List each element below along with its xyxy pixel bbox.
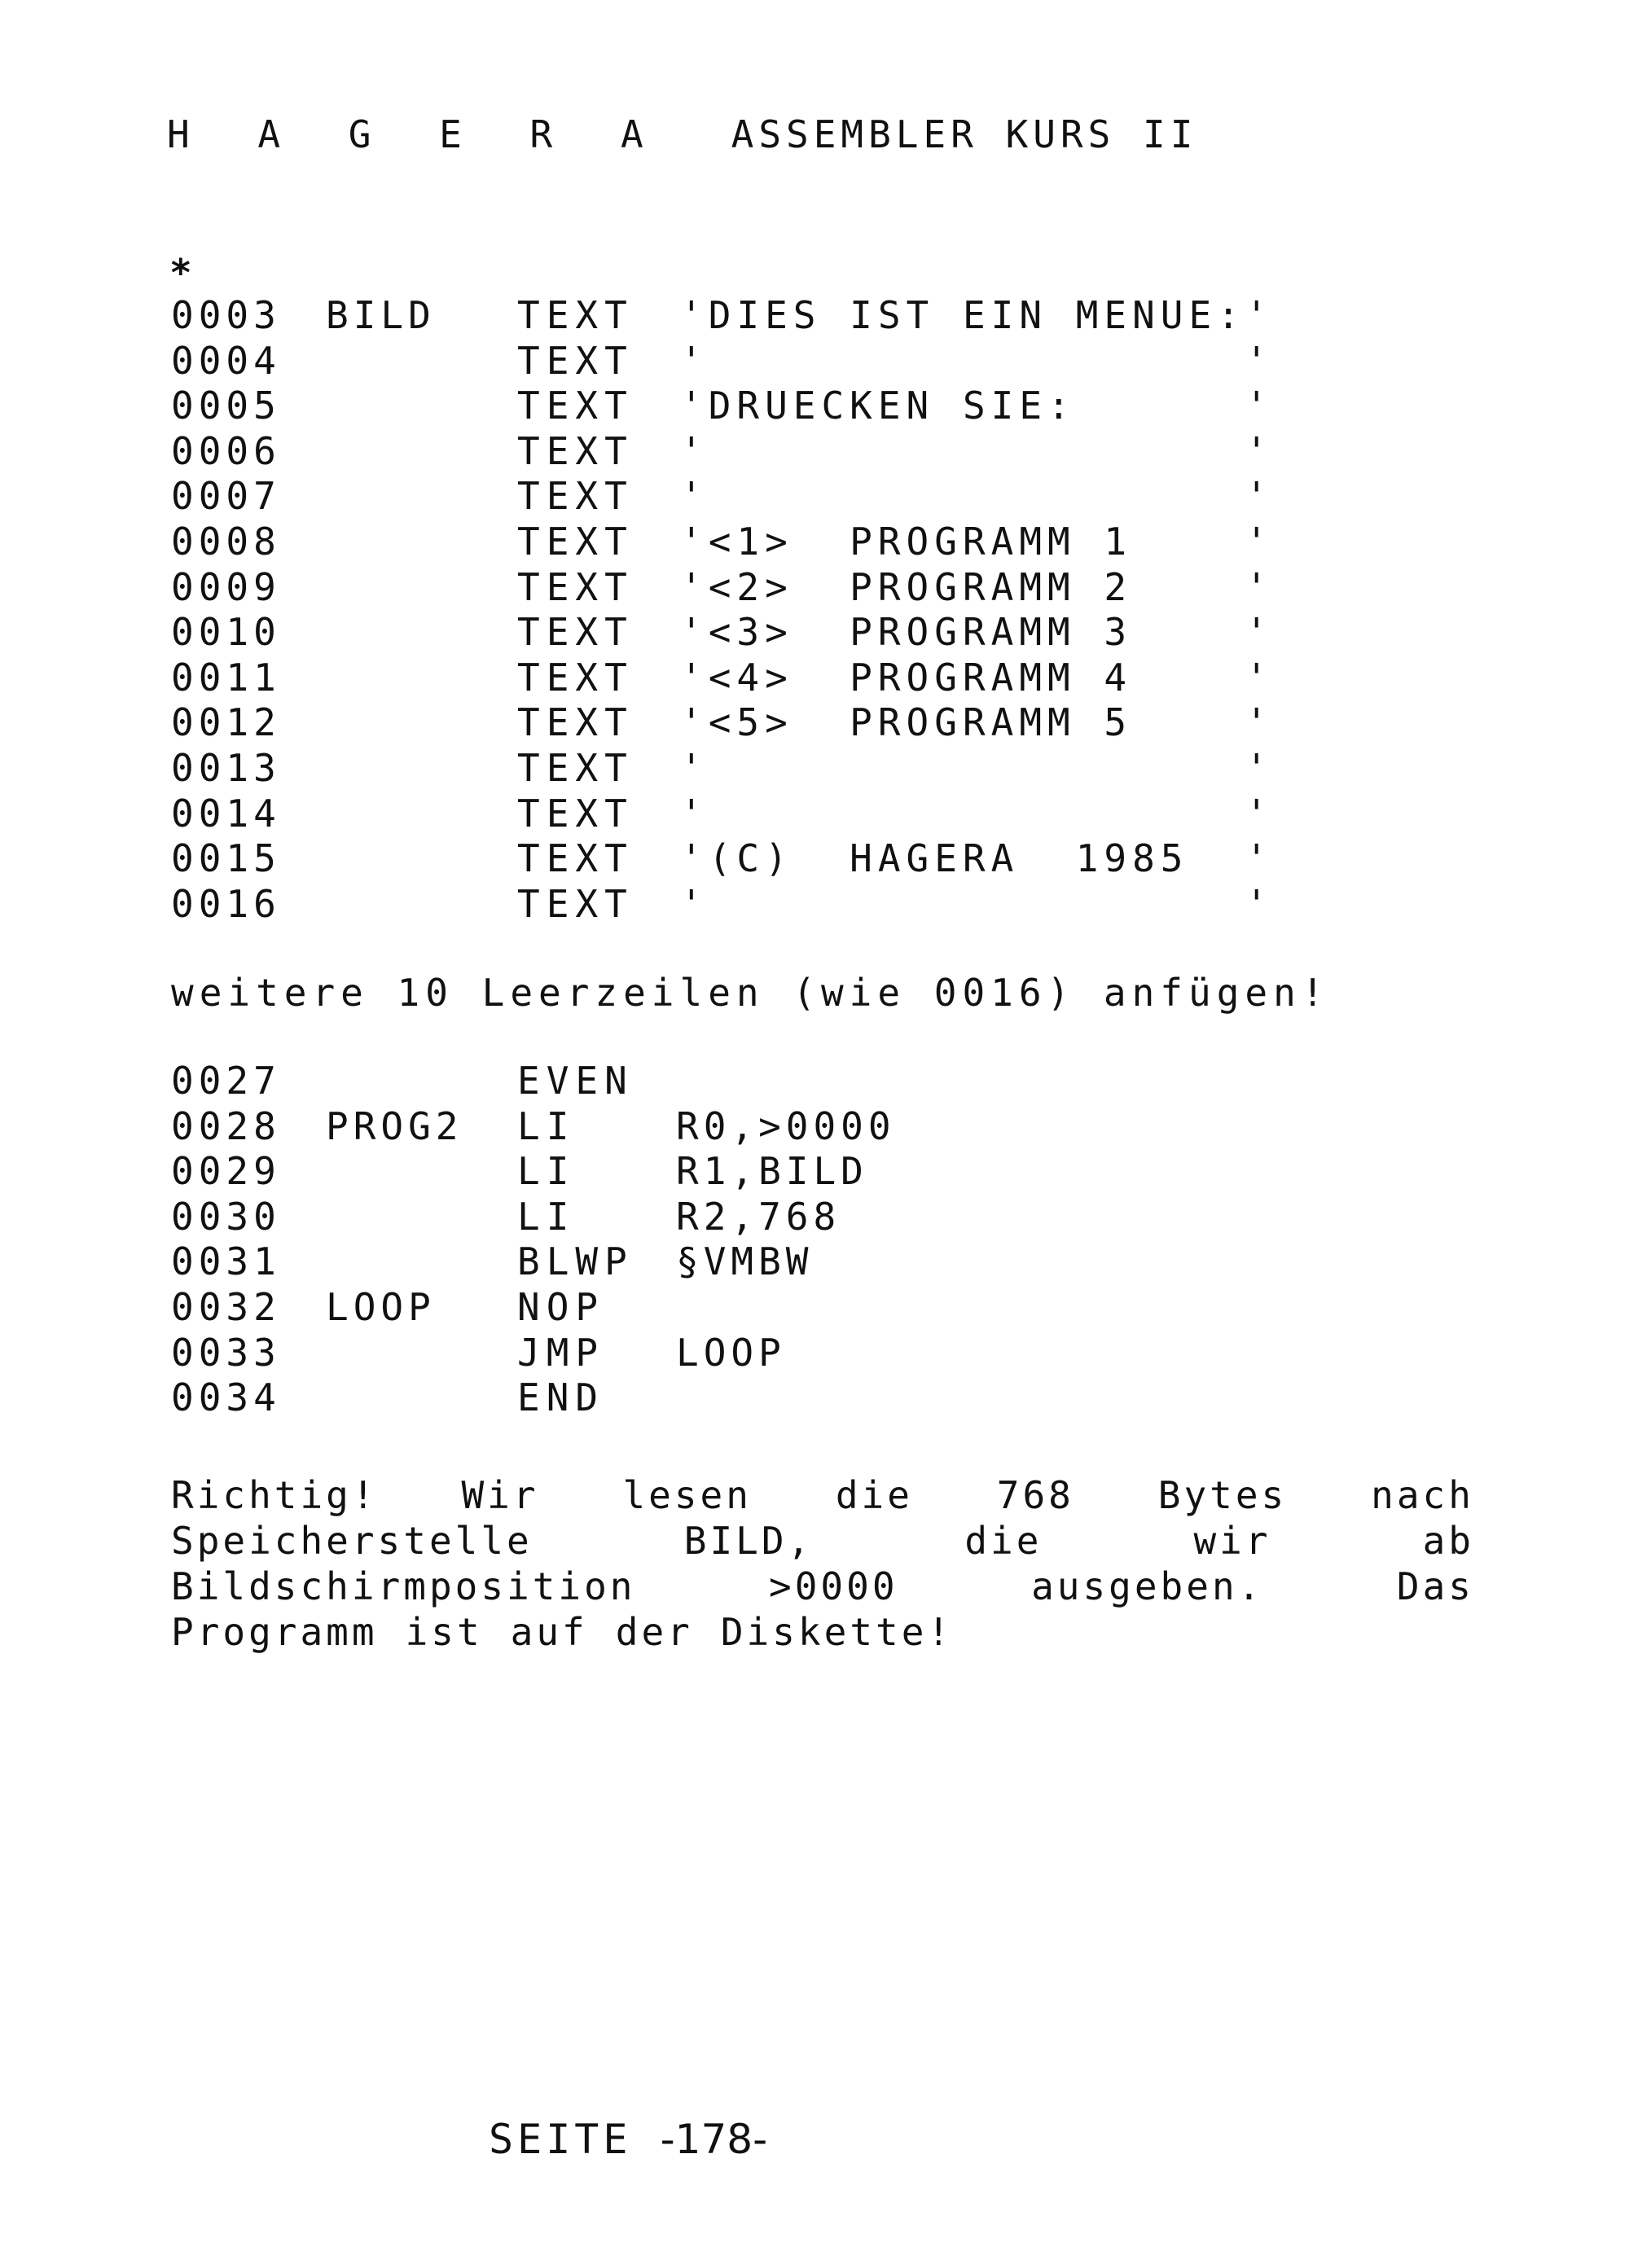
operand: 'DIES IST EIN MENUE:' bbox=[680, 293, 1274, 337]
opcode: LI bbox=[517, 1149, 576, 1194]
paragraph-line bbox=[171, 1472, 1474, 1518]
opcode: TEXT bbox=[517, 745, 634, 790]
page-header bbox=[167, 112, 1197, 156]
operand: '<4> PROGRAMM 4 ' bbox=[680, 655, 1274, 700]
comment-marker: * bbox=[169, 251, 192, 295]
operand: ' ' bbox=[680, 791, 1274, 836]
line-number: 0005 bbox=[171, 384, 281, 428]
opcode: END bbox=[517, 1375, 605, 1420]
operand: ' ' bbox=[680, 338, 1274, 383]
explanation-paragraph bbox=[171, 1472, 1474, 1655]
opcode: JMP bbox=[517, 1330, 605, 1375]
paragraph-word: >0000 bbox=[769, 1564, 898, 1608]
paragraph-word: ab bbox=[1422, 1519, 1474, 1563]
operand: '<3> PROGRAMM 3 ' bbox=[680, 610, 1274, 655]
paragraph-word: BILD, bbox=[683, 1519, 814, 1563]
paragraph-line bbox=[171, 1518, 1474, 1564]
opcode: BLWP bbox=[517, 1239, 634, 1284]
line-number: 0009 bbox=[171, 564, 281, 609]
line-number: 0028 bbox=[171, 1103, 281, 1148]
line-number: 0013 bbox=[171, 745, 281, 790]
operand: R1,BILD bbox=[676, 1149, 868, 1194]
paragraph-word: auf bbox=[510, 1610, 588, 1654]
paragraph-word: der bbox=[615, 1610, 693, 1654]
paragraph-word: lesen bbox=[622, 1473, 752, 1517]
opcode: TEXT bbox=[517, 474, 634, 519]
line-number: 0006 bbox=[171, 428, 281, 473]
paragraph-line bbox=[171, 1609, 1474, 1655]
line-number: 0003 bbox=[171, 293, 281, 337]
opcode: NOP bbox=[517, 1284, 605, 1329]
operand: ' ' bbox=[680, 881, 1274, 926]
line-number: 0014 bbox=[171, 791, 281, 836]
line-number: 0033 bbox=[171, 1330, 281, 1375]
line-label: PROG2 bbox=[326, 1103, 463, 1148]
opcode: TEXT bbox=[517, 428, 634, 473]
operand: ' ' bbox=[680, 474, 1274, 519]
operand: R0,>0000 bbox=[676, 1103, 896, 1148]
paragraph-word: Richtig! bbox=[171, 1473, 378, 1517]
page-footer bbox=[489, 2116, 767, 2163]
page-label: SEITE bbox=[489, 2116, 632, 2163]
operand: R2,768 bbox=[676, 1194, 841, 1239]
paragraph-word: wir bbox=[1193, 1519, 1271, 1563]
line-number: 0010 bbox=[171, 610, 281, 655]
opcode: TEXT bbox=[517, 293, 634, 337]
line-number: 0016 bbox=[171, 881, 281, 926]
line-number: 0008 bbox=[171, 519, 281, 564]
line-number: 0012 bbox=[171, 700, 281, 745]
opcode: TEXT bbox=[517, 564, 634, 609]
paragraph-word: Bildschirmposition bbox=[171, 1564, 636, 1608]
operand: '(C) HAGERA 1985 ' bbox=[680, 836, 1274, 881]
line-number: 0034 bbox=[171, 1375, 281, 1420]
brand-name: H A G E R A bbox=[167, 112, 666, 156]
opcode: LI bbox=[517, 1103, 576, 1148]
paragraph-word: ist bbox=[405, 1610, 483, 1654]
line-number: 0029 bbox=[171, 1149, 281, 1194]
paragraph-word: 768 bbox=[996, 1473, 1074, 1517]
opcode: TEXT bbox=[517, 836, 634, 881]
paragraph-line bbox=[171, 1564, 1474, 1609]
page-number: -178- bbox=[660, 2116, 768, 2163]
opcode: TEXT bbox=[517, 881, 634, 926]
line-number: 0004 bbox=[171, 338, 281, 383]
opcode: TEXT bbox=[517, 519, 634, 564]
paragraph-word: Das bbox=[1396, 1564, 1474, 1608]
line-label: LOOP bbox=[326, 1284, 436, 1329]
paragraph-word: Bytes bbox=[1157, 1473, 1288, 1517]
paragraph-word: Programm bbox=[171, 1610, 378, 1654]
opcode: TEXT bbox=[517, 700, 634, 745]
operand: 'DRUECKEN SIE: ' bbox=[680, 384, 1274, 428]
line-number: 0031 bbox=[171, 1239, 281, 1284]
opcode: TEXT bbox=[517, 655, 634, 700]
paragraph-word: nach bbox=[1371, 1473, 1474, 1517]
paragraph-word: Diskette! bbox=[720, 1610, 954, 1654]
opcode: LI bbox=[517, 1194, 576, 1239]
opcode: EVEN bbox=[517, 1059, 634, 1103]
line-number: 0027 bbox=[171, 1059, 281, 1103]
operand: LOOP bbox=[676, 1330, 786, 1375]
operand: ' ' bbox=[680, 745, 1274, 790]
course-title: ASSEMBLER KURS II bbox=[731, 112, 1198, 156]
operand: '<1> PROGRAMM 1 ' bbox=[680, 519, 1274, 564]
paragraph-word: die bbox=[835, 1473, 913, 1517]
operand: ' ' bbox=[680, 428, 1274, 473]
line-number: 0007 bbox=[171, 474, 281, 519]
paragraph-word: die bbox=[964, 1519, 1043, 1563]
opcode: TEXT bbox=[517, 791, 634, 836]
operand: §VMBW bbox=[676, 1239, 814, 1284]
opcode: TEXT bbox=[517, 384, 634, 428]
opcode: TEXT bbox=[517, 338, 634, 383]
paragraph-word: Speicherstelle bbox=[171, 1519, 533, 1563]
line-number: 0032 bbox=[171, 1284, 281, 1329]
line-number: 0030 bbox=[171, 1194, 281, 1239]
operand: '<5> PROGRAMM 5 ' bbox=[680, 700, 1274, 745]
instruction-note: weitere 10 Leerzeilen (wie 0016) anfügen! bbox=[171, 971, 1330, 1015]
line-number: 0015 bbox=[171, 836, 281, 881]
operand: '<2> PROGRAMM 2 ' bbox=[680, 564, 1274, 609]
paragraph-word: Wir bbox=[461, 1473, 539, 1517]
opcode: TEXT bbox=[517, 610, 634, 655]
line-number: 0011 bbox=[171, 655, 281, 700]
line-label: BILD bbox=[326, 293, 436, 337]
paragraph-word: ausgeben. bbox=[1031, 1564, 1264, 1608]
